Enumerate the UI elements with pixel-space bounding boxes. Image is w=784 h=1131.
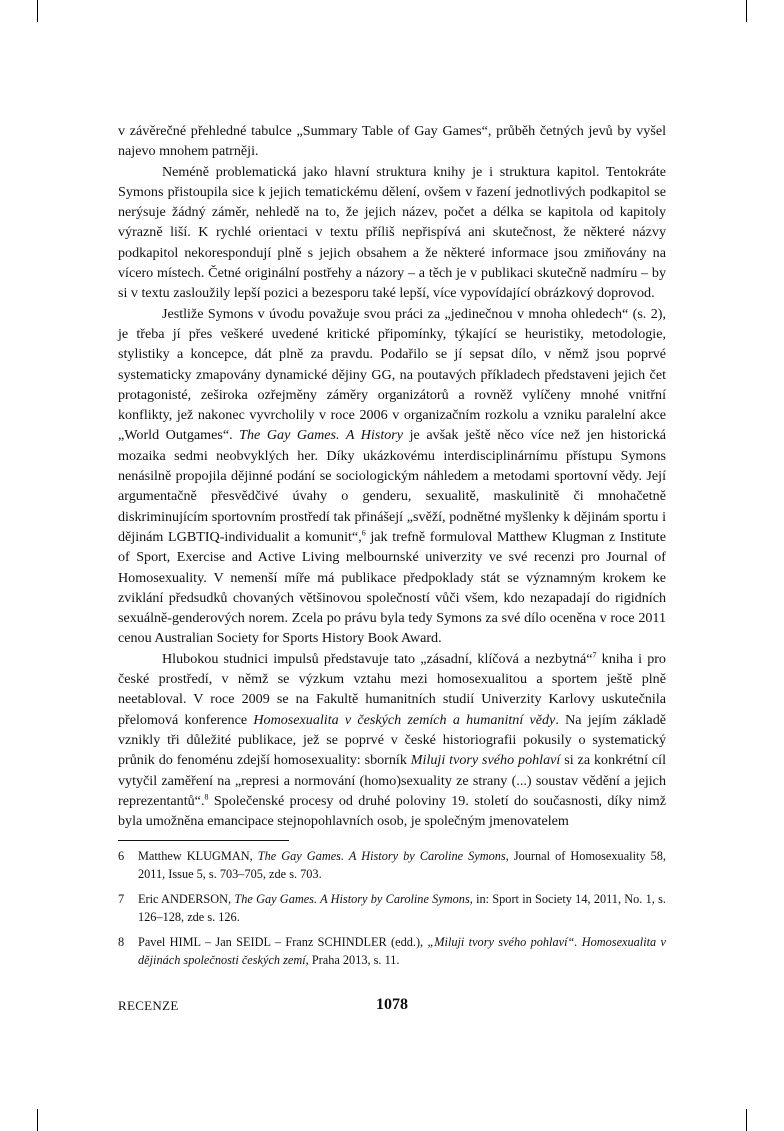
footnote-ref: 8 <box>204 792 209 802</box>
footnote-number: 8 <box>118 935 125 950</box>
text-run: , Praha 2013, s. 11. <box>305 952 400 967</box>
text-run: , in: Sport in Society 14, 2011, No. 1, s. 126–128, zde s. 126. <box>138 892 666 924</box>
text-run: Neméně problematická jako hlavní struktura knihy je i struktura kapitol. Tentokráte Symons přistoupila sice k jejich tematickému dělení, ovšem v řazení jednotlivých podkapitol se nerýsuje žádný záměr, nehledě na to, že jejich název, počet a délka se kapitola od kapitoly výrazně liší. K rychlé orientaci v textu příliš nepřispívá ani skutečnost, že některé názvy podkapitol nekorespondují plně s jejich obsahem a že některé informace jsou zmiňovány na vícero místech. Četné originální postřehy a názory – a těch je v publikaci skutečně nadmíru – by si v textu zasloužily lepší pozici a bezesporu také lepší, více vypovídající obrázkový doprovod. <box>118 163 666 302</box>
crop-mark-bottom-right <box>746 1109 747 1131</box>
text-run: si za konkrétní cíl vytyčil zaměření na „represi a normování (homo)sexuality ze strany (...) soustav vědění a jejich reprezentantů“. <box>118 752 667 809</box>
footnote-7 <box>118 891 666 926</box>
italic-title: Miluji tvory svého pohlaví <box>410 752 561 769</box>
footnote-8 <box>118 934 666 969</box>
section-label: RECENZE <box>118 998 179 1013</box>
italic-title: Homosexualita v českých zemích a humanitní vědy <box>253 711 556 728</box>
text-run: Pavel HIML – Jan SEIDL – Franz SCHINDLER (edd.), <box>138 935 428 950</box>
italic-title: The Gay Games. A History by Caroline Symons <box>234 892 470 907</box>
footnote-ref: 6 <box>361 528 366 538</box>
text-run: . Na jejím základě vznikly tři důležité publikace, jež se poprvé v české historiografii pokusily o systematický průnik do fenoménu zdejší homosexuality: sborník <box>118 711 666 769</box>
page-number: 1078 <box>376 996 408 1013</box>
crop-mark-bottom-left <box>37 1109 38 1131</box>
text-run: v závěrečné přehledné tabulce „Summary Table of Gay Games“, průběh četných jevů by vyšel najevo mnohem patrněji. <box>118 123 666 160</box>
crop-mark-top-right <box>746 0 747 22</box>
text-run: Matthew KLUGMAN, <box>138 849 258 863</box>
text-run: Jestliže Symons v úvodu považuje svou práci za „jedinečnou v mnoha ohledech“ (s. 2), je třeba jí přes veškeré uvedené kritické připomínky, týkající se heuristiky, metodologie, stylistiky a koncepce, dát plně za pravdu. Podařilo se jí sepsat dílo, v němž jsou poprvé systematicky zmapovány dynamické dějiny GG, na poutavých příkladech představeni jejich čet protagonisté, zeširoka ozřejměny záměry organizátorů a rovněž vylíčeny mnohé vnitřní konflikty, jež nakonec vyvrcholily v roce 2006 v organizačním rozkolu a vzniku paralelní akce „World Outgames“. <box>118 305 666 444</box>
footnote-6 <box>118 848 666 883</box>
text-run: , Journal of Homosexuality 58, 2011, Issue 5, s. 703–705, zde s. 703. <box>138 849 666 881</box>
footnote-ref: 7 <box>592 650 597 660</box>
footnotes <box>118 848 666 978</box>
italic-title: The Gay Games. A History <box>239 427 404 444</box>
footnote-text <box>138 848 666 883</box>
text-run: jak trefně formuloval Matthew Klugman z Institute of Sport, Exercise and Active Living melbournské univerzity ve své recenzi pro Journal of Homosexuality. V nemenší míře má publikace předpoklady stát se významným krokem ke zviklání předsudků chovaných většinovou společností vůči všem, kdo nezapadají do rigidních sexuálně-genderových norem. Zcela po právu byla tedy Symons za své dílo oceněna v roce 2011 cenou Australian Society for Sports History Book Award. <box>118 528 666 647</box>
text-run: Eric ANDERSON, <box>138 892 235 907</box>
text-run: Společenské procesy od druhé poloviny 19. století do současnosti, díky nimž byla umožněna emancipace stejnopohlavních osob, je společným jmenovatelem <box>118 792 666 830</box>
paragraph-1 <box>118 121 666 162</box>
footnote-number: 6 <box>118 849 125 863</box>
italic-title: The Gay Games. A History by Caroline Symons <box>257 849 506 863</box>
footnote-separator <box>118 840 289 841</box>
paragraph-4 <box>118 649 666 832</box>
crop-mark-top-left <box>37 0 38 22</box>
italic-title: „Miluji tvory svého pohlaví“. Homosexualita v dějinách společnosti českých zemí <box>138 935 666 967</box>
text-run: je avšak ještě něco více než jen historická mozaika sedmi neobvyklých her. Díky ukázkovému interdisciplinárnímu přístupu Symons nenásilně propojila dějinné podání se sociologickým náhledem a metodami sportovní vědy. Její argumentačně přesvědčivé úvahy o genderu, sexualitě, maskulinitě či mnohačetně diskriminujícím sportovním prostředí tak přinášejí „svěží, podnětné myšlenky k dějinám sportu i dějinám LGBTIQ-individualit a komunit“, <box>118 427 667 545</box>
text-run: Hlubokou studnici impulsů představuje tato „zásadní, klíčová a nezbytná“ <box>162 650 593 667</box>
footnote-text <box>138 934 666 969</box>
footnote-text <box>138 891 666 926</box>
text-run: kniha i pro české prostředí, v němž se výzkum vztahu mezi homosexualitou a sportem ještě plně neetabloval. V roce 2009 se na Fakultě humanitních studií Univerzity Karlovy uskutečnila přelomová konference <box>118 650 666 728</box>
paragraph-2 <box>118 162 666 304</box>
body-text <box>118 121 666 831</box>
footnote-number: 7 <box>118 892 125 907</box>
paragraph-3 <box>118 304 666 649</box>
